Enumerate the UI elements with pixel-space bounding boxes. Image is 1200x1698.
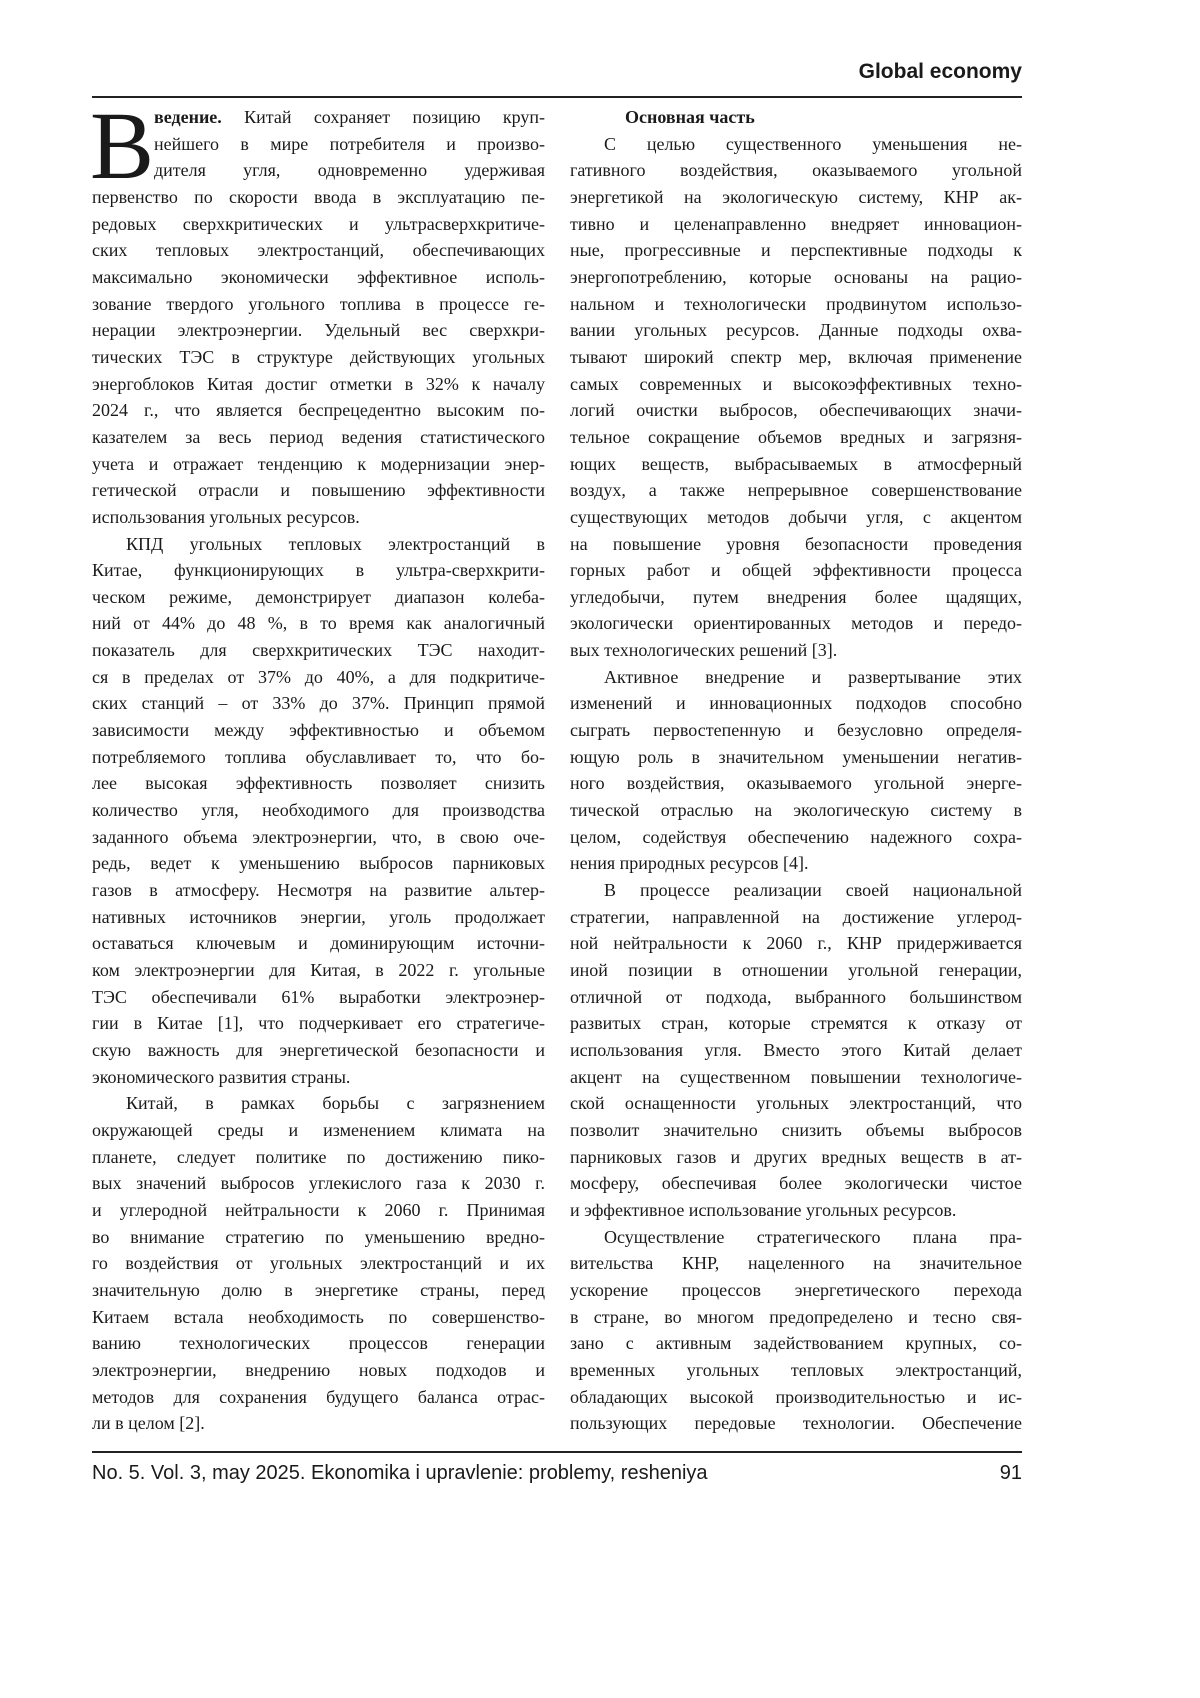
paragraph bbox=[570, 131, 1022, 664]
text-line: изменений и инновационных подходов способно bbox=[570, 690, 1022, 717]
lead-word: ведение. bbox=[154, 107, 222, 127]
text-line: гативного воздействия, оказываемого угольной bbox=[570, 157, 1022, 184]
text-line: ских станций – от 33% до 37%. Принцип прямой bbox=[92, 690, 545, 717]
text-line: ного воздействия, оказываемого угольной энерге- bbox=[570, 770, 1022, 797]
text-line: воздух, а также непрерывное совершенствование bbox=[570, 477, 1022, 504]
text-line: ний от 44% до 48 %, в то время как аналогичный bbox=[92, 610, 545, 637]
paragraph bbox=[570, 664, 1022, 877]
text-line: электроэнергии, внедрению новых подходов и bbox=[92, 1357, 545, 1384]
text-line: казателем за весь период ведения статистического bbox=[92, 424, 545, 451]
text-line: 2024 г., что является беспрецедентно высоким по- bbox=[92, 397, 545, 424]
text-line: стратегии, направленной на достижение углерод- bbox=[570, 904, 1022, 931]
text-line: показатель для сверхкритических ТЭС находит- bbox=[92, 637, 545, 664]
text-line: редовых сверхкритических и ультрасверхкритиче- bbox=[92, 211, 545, 238]
footer bbox=[92, 1462, 1022, 1485]
text-line: отличной от подхода, выбранного большинством bbox=[570, 984, 1022, 1011]
text-line: дителя угля, одновременно удерживая bbox=[92, 157, 545, 184]
text-line: самых современных и высокоэффективных техно- bbox=[570, 371, 1022, 398]
text-line: ускорение процессов энергетического перехода bbox=[570, 1277, 1022, 1304]
text-line: позволит значительно снизить объемы выбросов bbox=[570, 1117, 1022, 1144]
text-line: оставаться ключевым и доминирующим источни- bbox=[92, 930, 545, 957]
left-column bbox=[92, 104, 545, 1437]
text-line: заданного объема электроэнергии, что, в свою оче- bbox=[92, 824, 545, 851]
text-line: акцент на существенном повышении технологиче- bbox=[570, 1064, 1022, 1091]
text-line: вании угольных ресурсов. Данные подходы охва- bbox=[570, 317, 1022, 344]
text-line: и углеродной нейтральности к 2060 г. Принимая bbox=[92, 1197, 545, 1224]
text-line: нативных источников энергии, уголь продолжает bbox=[92, 904, 545, 931]
text-line: окружающей среды и изменением климата на bbox=[92, 1117, 545, 1144]
paragraph bbox=[92, 104, 545, 531]
text-line: вительства КНР, нацеленного на значительное bbox=[570, 1250, 1022, 1277]
text-line: тывают широкий спектр мер, включая применение bbox=[570, 344, 1022, 371]
text-line: вых значений выбросов углекислого газа к 2030 г. bbox=[92, 1170, 545, 1197]
text-line bbox=[92, 104, 545, 131]
text-line: логий очистки выбросов, обеспечивающих значи- bbox=[570, 397, 1022, 424]
text-line: энергоблоков Китая достиг отметки в 32% к началу bbox=[92, 371, 545, 398]
text-line: иной позиции в отношении угольной генерации, bbox=[570, 957, 1022, 984]
text-line: го воздействия от угольных электростанций и их bbox=[92, 1250, 545, 1277]
text-line: обладающих высокой производительностью и ис- bbox=[570, 1384, 1022, 1411]
footer-rule bbox=[92, 1451, 1022, 1453]
text-line: ской оснащенности угольных электростанций, что bbox=[570, 1090, 1022, 1117]
text-line: Китай, в рамках борьбы с загрязнением bbox=[92, 1090, 545, 1117]
text-line: зование твердого угольного топлива в процессе ге- bbox=[92, 291, 545, 318]
line-text: Китай сохраняет позицию круп- bbox=[222, 107, 545, 127]
text-line: угледобычи, путем внедрения более щадящих, bbox=[570, 584, 1022, 611]
text-line: парниковых газов и других вредных веществ в ат- bbox=[570, 1144, 1022, 1171]
text-line: существующих методов добычи угля, с акцентом bbox=[570, 504, 1022, 531]
text-line: ских тепловых электростанций, обеспечивающих bbox=[92, 237, 545, 264]
text-line: тельное сокращение объемов вредных и загрязня- bbox=[570, 424, 1022, 451]
text-line: ные, прогрессивные и перспективные подходы к bbox=[570, 237, 1022, 264]
text-line: гии в Китае [1], что подчеркивает его стратегиче- bbox=[92, 1010, 545, 1037]
text-line: газов в атмосферу. Несмотря на развитие альтер- bbox=[92, 877, 545, 904]
text-line: ческом режиме, демонстрирует диапазон колеба- bbox=[92, 584, 545, 611]
text-line: экологически ориентированных методов и передо- bbox=[570, 610, 1022, 637]
text-line: максимально экономически эффективное исполь- bbox=[92, 264, 545, 291]
text-line: Китаем встала необходимость по совершенство- bbox=[92, 1304, 545, 1331]
text-line: учета и отражает тенденцию к модернизации энер- bbox=[92, 451, 545, 478]
text-line: горных работ и общей эффективности процесса bbox=[570, 557, 1022, 584]
text-line: развитых стран, которые стремятся к отказу от bbox=[570, 1010, 1022, 1037]
header-rule bbox=[92, 96, 1022, 98]
section-heading: Основная часть bbox=[570, 104, 1022, 131]
text-line: на повышение уровня безопасности проведения bbox=[570, 531, 1022, 558]
right-column bbox=[570, 104, 1022, 1437]
text-line: зависимости между эффективностью и объемом bbox=[92, 717, 545, 744]
text-line: ли в целом [2]. bbox=[92, 1410, 545, 1437]
text-line: Активное внедрение и развертывание этих bbox=[570, 664, 1022, 691]
text-line: гетической отрасли и повышению эффективности bbox=[92, 477, 545, 504]
text-line: нерации электроэнергии. Удельный вес сверхкри- bbox=[92, 317, 545, 344]
text-line: потребляемого топлива обуславливает то, что бо- bbox=[92, 744, 545, 771]
text-line: редь, ведет к уменьшению выбросов парниковых bbox=[92, 850, 545, 877]
text-line: ной нейтральности к 2060 г., КНР придерживается bbox=[570, 930, 1022, 957]
text-line: КПД угольных тепловых электростанций в bbox=[92, 531, 545, 558]
text-line: и эффективное использование угольных ресурсов. bbox=[570, 1197, 1022, 1224]
text-line: временных угольных тепловых электростанций, bbox=[570, 1357, 1022, 1384]
text-line: методов для сохранения будущего баланса отрас- bbox=[92, 1384, 545, 1411]
text-line: ющую роль в значительном уменьшении негатив- bbox=[570, 744, 1022, 771]
drop-cap: В bbox=[90, 106, 154, 186]
text-line: нения природных ресурсов [4]. bbox=[570, 850, 1022, 877]
text-line: тической отраслью на экологическую систему в bbox=[570, 797, 1022, 824]
text-line: тивно и целенаправленно внедряет инновацион- bbox=[570, 211, 1022, 238]
page-number: 91 bbox=[1000, 1462, 1022, 1485]
text-line: скую важность для энергетической безопасности и bbox=[92, 1037, 545, 1064]
text-line: ком электроэнергии для Китая, в 2022 г. угольные bbox=[92, 957, 545, 984]
text-line: нальном и технологически продвинутом использо- bbox=[570, 291, 1022, 318]
text-line: нейшего в мире потребителя и произво- bbox=[92, 131, 545, 158]
text-line: тических ТЭС в структуре действующих угольных bbox=[92, 344, 545, 371]
text-line: первенство по скорости ввода в эксплуатацию пе- bbox=[92, 184, 545, 211]
text-line: энергопотреблению, которые основаны на рацио- bbox=[570, 264, 1022, 291]
text-line: ющих веществ, выбрасываемых в атмосферный bbox=[570, 451, 1022, 478]
text-line: ванию технологических процессов генерации bbox=[92, 1330, 545, 1357]
text-line: ся в пределах от 37% до 40%, а для подкритиче- bbox=[92, 664, 545, 691]
text-line: лее высокая эффективность позволяет снизить bbox=[92, 770, 545, 797]
journal-citation: No. 5. Vol. 3, may 2025. Ekonomika i upravlenie: problemy, resheniya bbox=[92, 1462, 708, 1485]
text-line: количество угля, необходимого для производства bbox=[92, 797, 545, 824]
text-line: использования угольных ресурсов. bbox=[92, 504, 545, 531]
text-line: вых технологических решений [3]. bbox=[570, 637, 1022, 664]
text-line: мосферу, обеспечивая более экологически чистое bbox=[570, 1170, 1022, 1197]
text-line: использования угля. Вместо этого Китай делает bbox=[570, 1037, 1022, 1064]
text-line: энергетикой на экологическую систему, КНР ак- bbox=[570, 184, 1022, 211]
paragraph bbox=[92, 1090, 545, 1437]
text-line: во внимание стратегию по уменьшению вредно- bbox=[92, 1224, 545, 1251]
text-line: в стране, во многом предопределено и тесно свя- bbox=[570, 1304, 1022, 1331]
text-line: целом, содействуя обеспечению надежного сохра- bbox=[570, 824, 1022, 851]
text-line: ТЭС обеспечивали 61% выработки электроэнер- bbox=[92, 984, 545, 1011]
text-line: Осуществление стратегического плана пра- bbox=[570, 1224, 1022, 1251]
text-line: Китае, функционирующих в ультра-сверхкрити- bbox=[92, 557, 545, 584]
text-line: зано с активным задействованием крупных, со- bbox=[570, 1330, 1022, 1357]
text-line: С целью существенного уменьшения не- bbox=[570, 131, 1022, 158]
text-line: сыграть первостепенную и безусловно определя- bbox=[570, 717, 1022, 744]
text-line: значительную долю в энергетике страны, перед bbox=[92, 1277, 545, 1304]
text-line: планете, следует политике по достижению пико- bbox=[92, 1144, 545, 1171]
section-title: Global economy bbox=[859, 60, 1022, 84]
text-line: экономического развития страны. bbox=[92, 1064, 545, 1091]
paragraph bbox=[570, 1224, 1022, 1437]
text-line: В процессе реализации своей национальной bbox=[570, 877, 1022, 904]
text-line: пользующих передовые технологии. Обеспечение bbox=[570, 1410, 1022, 1437]
paragraph bbox=[570, 877, 1022, 1224]
paragraph bbox=[92, 531, 545, 1091]
